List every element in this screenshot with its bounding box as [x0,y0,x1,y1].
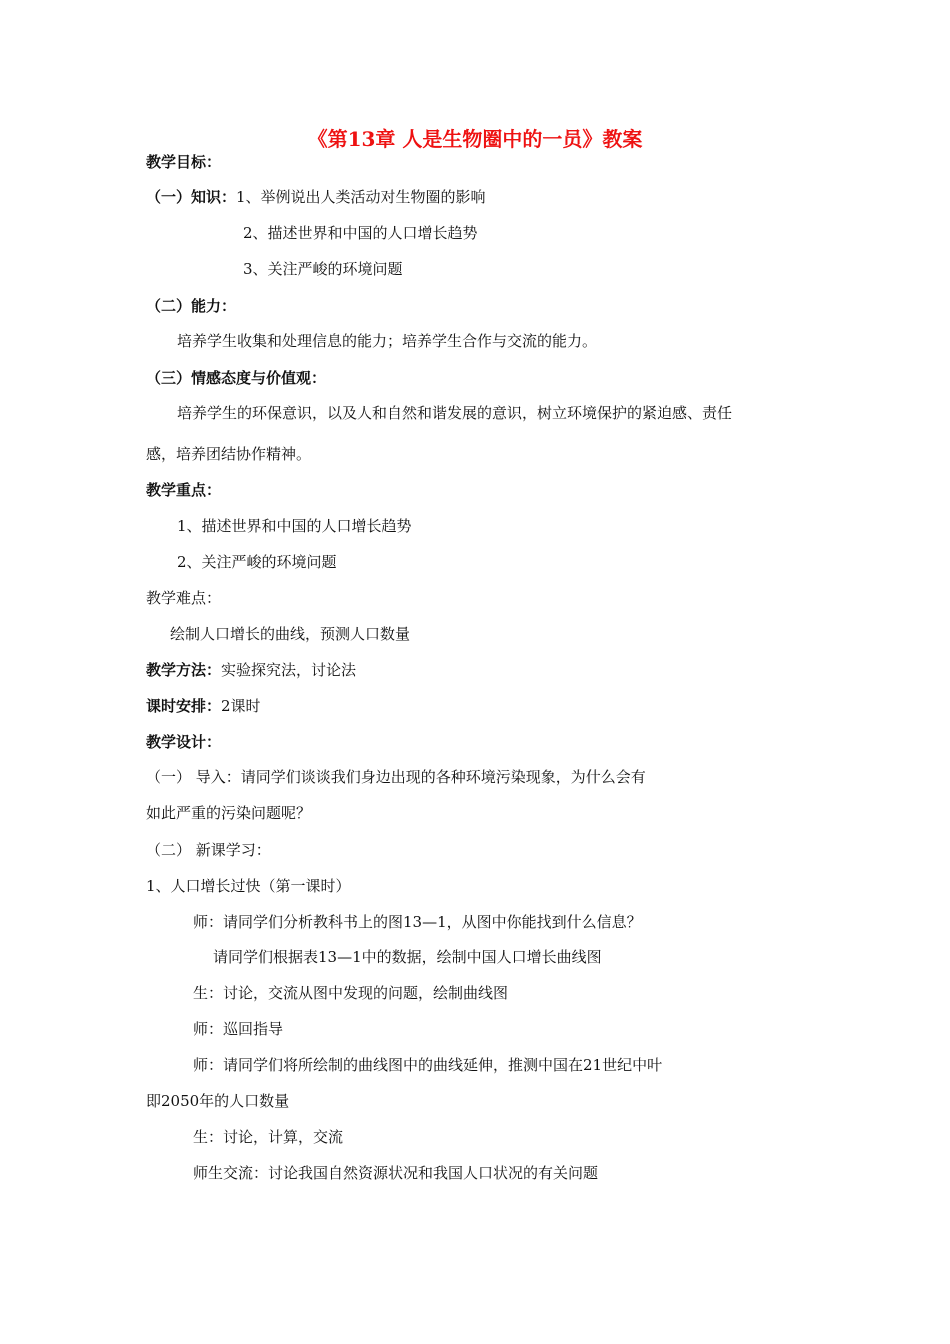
difficulties-heading: 教学难点： [146,589,222,607]
method-text: 实验探究法，讨论法 [221,661,357,679]
intro-line-2: 如此严重的污染问题呢？ [146,804,312,822]
knowledge-item-1: 1、举例说出人类活动对生物圈的影响 [236,188,486,206]
knowledge-item-3: 3、关注严峻的环境问题 [243,260,403,278]
schedule-label: 课时安排： [146,697,222,715]
ability-text: 培养学生收集和处理信息的能力；培养学生合作与交流的能力。 [177,332,598,350]
step-5-continued: 即2050年的人口数量 [146,1092,290,1110]
knowledge-item-2: 2、描述世界和中国的人口增长趋势 [243,224,478,242]
key-point-2: 2、关注严峻的环境问题 [177,553,337,571]
key-point-1: 1、描述世界和中国的人口增长趋势 [177,517,412,535]
method-label: 教学方法： [146,661,222,679]
intro-line-1: （一） 导入：请同学们谈谈我们身边出现的各种环境污染现象，为什么会有 [146,768,646,786]
attitude-line-2: 感，培养团结协作精神。 [146,445,312,463]
design-heading: 教学设计： [146,733,222,751]
knowledge-row [146,187,486,207]
objectives-heading: 教学目标： [146,153,222,171]
step-7: 师生交流：讨论我国自然资源状况和我国人口状况的有关问题 [193,1164,599,1182]
step-1: 师：请同学们分析教科书上的图13—1，从图中你能找到什么信息？ [193,913,642,931]
step-4: 师：巡回指导 [193,1020,284,1038]
difficulties-text: 绘制人口增长的曲线，预测人口数量 [170,625,411,643]
knowledge-label: （一）知识： [146,188,237,206]
step-2: 请同学们根据表13—1中的数据，绘制中国人口增长曲线图 [213,948,602,966]
method-row [146,660,356,680]
new-lesson-heading: （二） 新课学习： [146,841,271,859]
attitude-label: （三）情感态度与价值观： [146,369,327,387]
schedule-text: 2课时 [221,697,261,715]
step-6: 生：讨论，计算，交流 [193,1128,344,1146]
key-points-heading: 教学重点： [146,481,222,499]
ability-label: （二）能力： [146,297,237,315]
section-1-heading: 1、人口增长过快（第一课时） [146,877,351,895]
step-3: 生：讨论，交流从图中发现的问题，绘制曲线图 [193,984,509,1002]
step-5: 师：请同学们将所绘制的曲线图中的曲线延伸，推测中国在21世纪中叶 [193,1056,663,1074]
schedule-row [146,696,261,716]
attitude-line-1: 培养学生的环保意识，以及人和自然和谐发展的意识，树立环境保护的紧迫感、责任 [177,404,733,422]
document-title: 《第13章 人是生物圈中的一员》教案 [307,127,643,151]
